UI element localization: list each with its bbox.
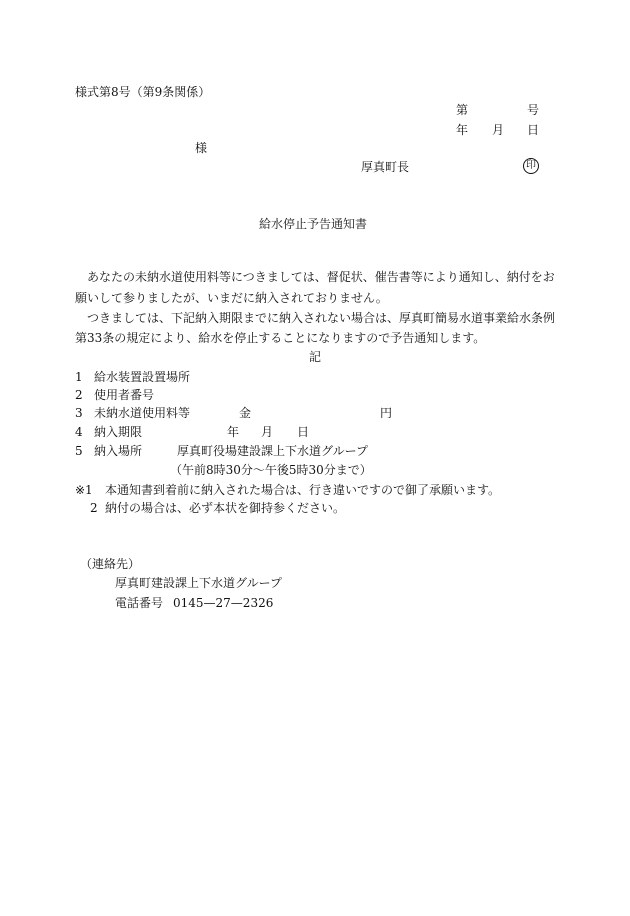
- item-3-yen: 円: [380, 406, 393, 420]
- paragraph-1-line-1: あなたの未納水道使用料等につきましては、督促状、催告書等により通知し、納付をお: [87, 270, 555, 284]
- note-2-text: 納付の場合は、必ず本状を御持参ください。: [105, 501, 346, 515]
- item-4-day: 日: [297, 425, 310, 439]
- document-title: 給水停止予告通知書: [259, 217, 368, 231]
- doc-number-prefix: 第: [456, 103, 469, 117]
- contact-heading: （連絡先）: [80, 557, 141, 571]
- paragraph-2-line-2: 第33条の規定により、給水を停止することになりますので予告通知します。: [75, 331, 486, 345]
- ki-heading: 記: [309, 350, 322, 364]
- item-4-label: 納入期限: [94, 425, 143, 439]
- item-3-number: 3: [75, 406, 83, 420]
- item-4-year: 年: [227, 425, 240, 439]
- seal-mark: 印: [523, 158, 539, 174]
- item-5-number: 5: [75, 444, 83, 458]
- item-1-number: 1: [75, 370, 83, 384]
- form-number: 様式第8号（第9条関係）: [75, 85, 211, 99]
- item-4-month: 月: [261, 425, 274, 439]
- paragraph-1-line-2: 願いして参りましたが、いまだに納入されておりません。: [75, 291, 388, 305]
- item-3-label: 未納水道使用料等: [94, 406, 191, 420]
- date-year: 年: [456, 123, 469, 137]
- note-1-mark: ※1: [75, 483, 93, 497]
- item-2-number: 2: [75, 388, 83, 402]
- doc-number-suffix: 号: [527, 103, 540, 117]
- item-3-kin: 金: [239, 406, 252, 420]
- contact-phone-number: 0145—27—2326: [173, 596, 274, 610]
- paragraph-2-line-1: つきましては、下記納入期限までに納入されない場合は、厚真町簡易水道事業給水条例: [87, 311, 556, 325]
- date-day: 日: [527, 123, 540, 137]
- issuer-name: 厚真町長: [361, 160, 410, 174]
- item-1-label: 給水装置設置場所: [94, 370, 191, 384]
- contact-department: 厚真町建設課上下水道グループ: [115, 576, 283, 590]
- item-5-label: 納入場所: [94, 444, 143, 458]
- item-4-number: 4: [75, 425, 83, 439]
- date-month: 月: [492, 123, 505, 137]
- addressee-suffix: 様: [195, 141, 208, 155]
- contact-phone-label: 電話番号: [115, 596, 164, 610]
- note-2-mark: 2: [90, 501, 98, 515]
- item-5-place: 厚真町役場建設課上下水道グループ: [177, 444, 369, 458]
- item-2-label: 使用者番号: [94, 388, 155, 402]
- item-5-hours: （午前8時30分～午後5時30分まで）: [170, 463, 372, 477]
- note-1-text: 本通知書到着前に納入された場合は、行き違いですので御了承願います。: [105, 483, 501, 497]
